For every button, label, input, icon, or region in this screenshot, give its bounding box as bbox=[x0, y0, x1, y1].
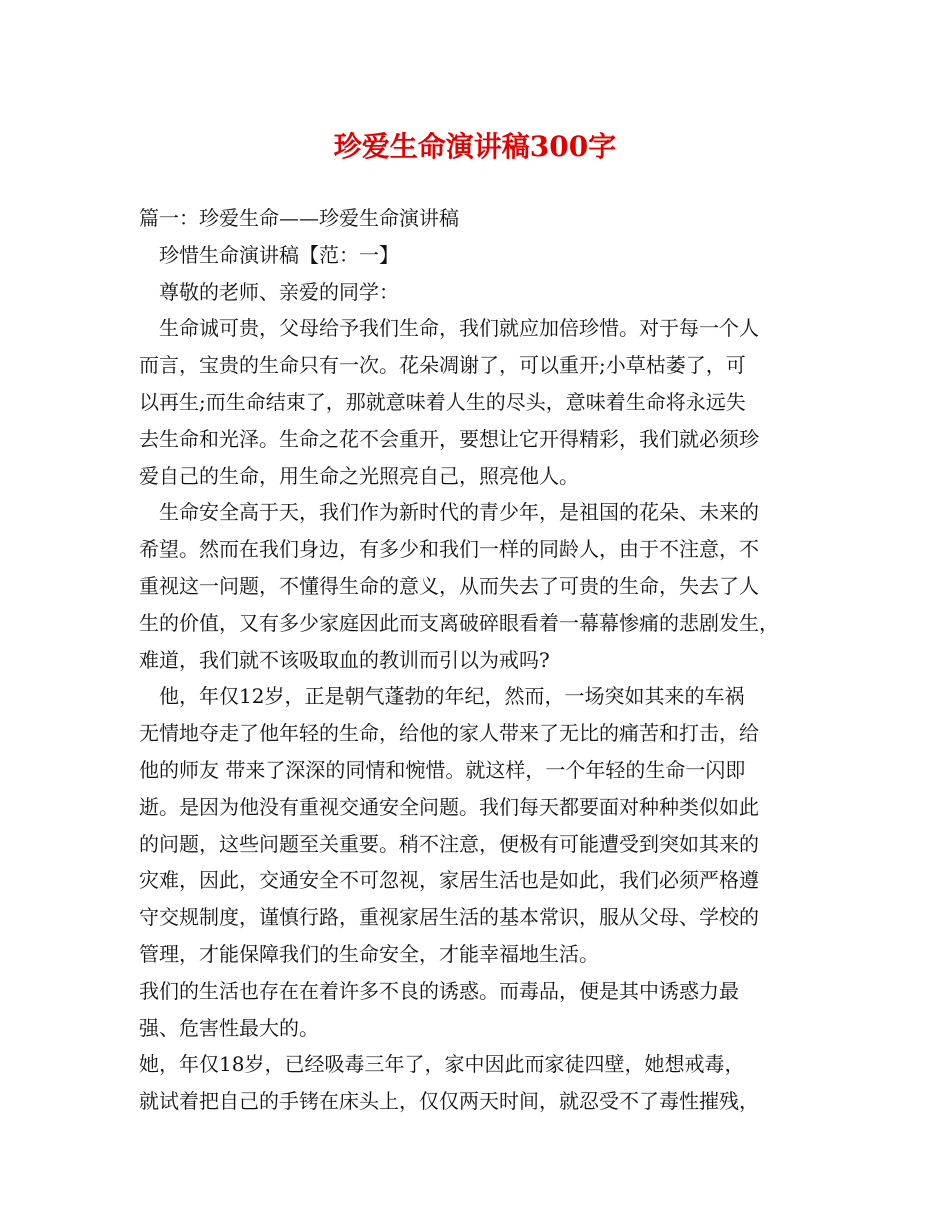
text-line: 逝。是因为他没有重视交通安全问题。我们每天都要面对种种类似如此 bbox=[139, 794, 759, 819]
document-body bbox=[139, 200, 831, 1120]
text-line: 我们的生活也存在在着许多不良的诱惑。而毒品，便是其中诱惑力最 bbox=[139, 978, 739, 1003]
text-line: 生命安全高于天，我们作为新时代的青少年，是祖国的花朵、未来的 bbox=[139, 500, 759, 525]
text-line: 他的师友 带来了深深的同情和惋惜。就这样，一个年轻的生命一闪即 bbox=[139, 757, 746, 782]
text-line: 的问题，这些问题至关重要。稍不注意，便极有可能遭受到突如其来的 bbox=[139, 831, 759, 856]
text-line: 他，年仅12岁，正是朝气蓬勃的年纪，然而，一场突如其来的车祸 bbox=[139, 684, 745, 709]
text-line: 生命诚可贵，父母给予我们生命，我们就应加倍珍惜。对于每一个人 bbox=[139, 316, 759, 341]
text-line: 就试着把自己的手铐在床头上，仅仅两天时间，就忍受不了毒性摧残， bbox=[139, 1089, 759, 1114]
document-title: 珍爱生命演讲稿300字 bbox=[333, 130, 617, 163]
text-line: 生的价值，又有多少家庭因此而支离破碎眼看着一幕幕惨痛的悲剧发生， bbox=[139, 610, 779, 635]
text-line: 重视这一问题，不懂得生命的意义，从而失去了可贵的生命，失去了人 bbox=[139, 573, 759, 598]
text-line: 无情地夺走了他年轻的生命，给他的家人带来了无比的痛苦和打击，给 bbox=[139, 721, 759, 746]
text-line: 尊敬的老师、亲爱的同学： bbox=[139, 279, 399, 304]
text-line: 强、危害性最大的。 bbox=[139, 1015, 319, 1040]
text-line: 守交规制度，谨慎行路，重视家居生活的基本常识，服从父母、学校的 bbox=[139, 905, 759, 930]
text-line: 灾难，因此，交通安全不可忽视，家居生活也是如此，我们必须严格遵 bbox=[139, 868, 759, 893]
text-line: 希望。然而在我们身边，有多少和我们一样的同龄人，由于不注意，不 bbox=[139, 537, 759, 562]
text-line: 管理，才能保障我们的生命安全，才能幸福地生活。 bbox=[139, 941, 599, 966]
text-line: 珍惜生命演讲稿【范：一】 bbox=[139, 242, 399, 267]
text-line: 篇一：珍爱生命——珍爱生命演讲稿 bbox=[139, 206, 459, 230]
text-line: 她，年仅18岁，已经吸毒三年了，家中因此而家徒四壁，她想戒毒， bbox=[139, 1052, 745, 1077]
text-line: 去生命和光泽。生命之花不会重开，要想让它开得精彩，我们就必须珍 bbox=[139, 426, 759, 451]
text-line: 爱自己的生命，用生命之光照亮自己，照亮他人。 bbox=[139, 463, 579, 488]
text-line: 难道，我们就不该吸取血的教训而引以为戒吗? bbox=[139, 647, 550, 672]
text-line: 以再生;而生命结束了，那就意味着人生的尽头，意味着生命将永远失 bbox=[139, 389, 746, 414]
text-line: 而言，宝贵的生命只有一次。花朵凋谢了，可以重开;小草枯萎了，可 bbox=[139, 353, 746, 378]
